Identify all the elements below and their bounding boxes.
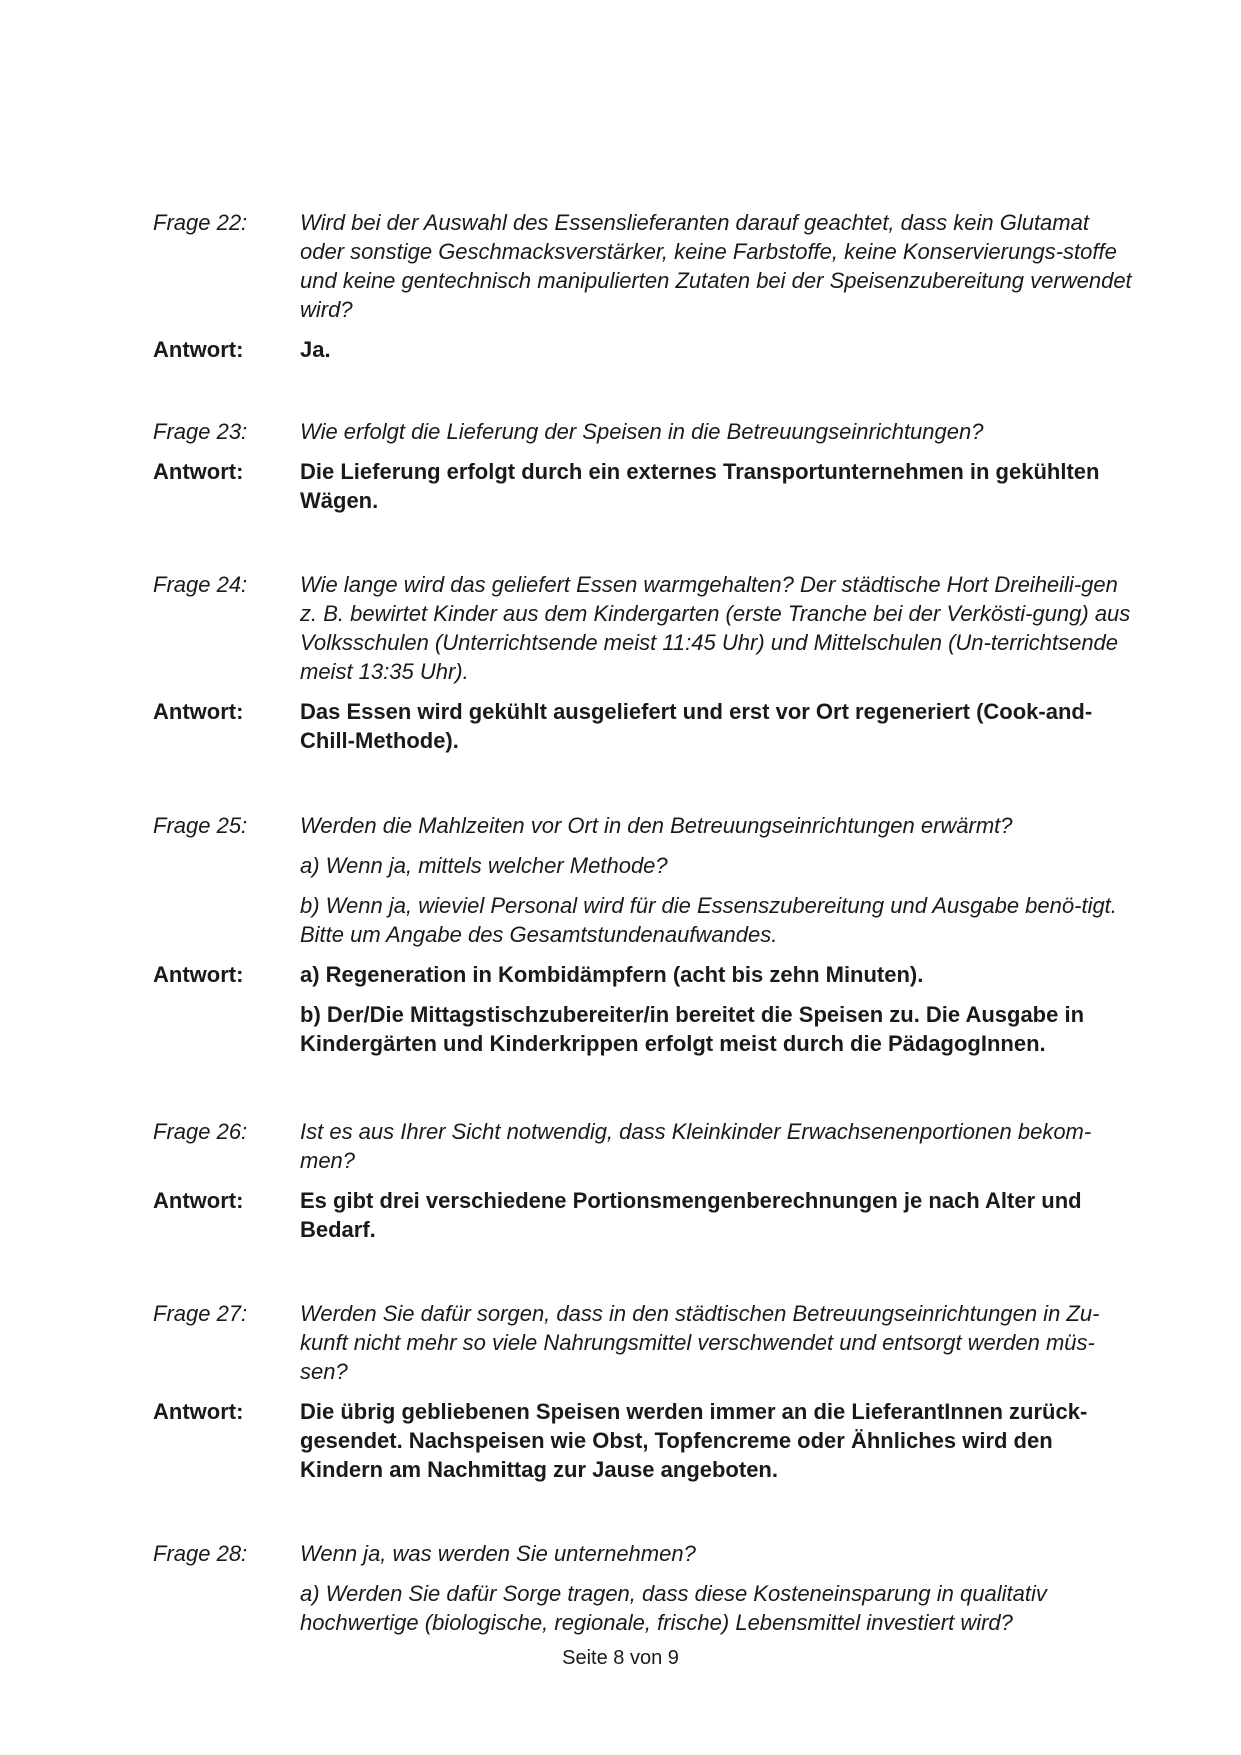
question-row	[153, 208, 1138, 324]
answer-row	[153, 335, 1138, 364]
question-text	[300, 811, 1138, 949]
page-number: Seite 8 von 9	[562, 1647, 679, 1669]
answer-text	[300, 1186, 1138, 1244]
question-paragraph: Wie lange wird das geliefert Essen warmgehalten? Der städtische Hort Dreiheili-gen z. B. bewirtet Kinder aus dem Kindergarten (erste Tranche bei der Verkösti-gung) aus Volksschulen (Unterrichtsende meist 11:45 Uhr) und Mittelschulen (Un-terrichtsende meist 13:35 Uhr).	[300, 572, 1131, 684]
answer-paragraph: Es gibt drei verschiedene Portionsmengenberechnungen je nach Alter und Bedarf.	[300, 1188, 1082, 1242]
qa-block-27	[153, 1299, 1138, 1495]
question-label: Frage 24:	[153, 572, 248, 597]
answer-label: Antwort:	[153, 962, 244, 987]
answer-label: Antwort:	[153, 459, 244, 484]
answer-label: Antwort:	[153, 337, 244, 362]
question-row	[153, 417, 1138, 446]
answer-paragraph: Die übrig gebliebenen Speisen werden immer an die LieferantInnen zurück-gesendet. Nachspeisen wie Obst, Topfencreme oder Ähnliches wird den Kindern am Nachmittag zur Jause angeboten.	[300, 1399, 1088, 1482]
answer-paragraph: Das Essen wird gekühlt ausgeliefert und erst vor Ort regeneriert (Cook-and-Chill-Methode).	[300, 699, 1093, 753]
question-label: Frage 26:	[153, 1119, 248, 1144]
question-paragraph: Werden die Mahlzeiten vor Ort in den Betreuungseinrichtungen erwärmt?	[300, 813, 1013, 838]
answer-text	[300, 960, 1138, 1058]
answer-text	[300, 457, 1138, 515]
answer-paragraph: a) Regeneration in Kombidämpfern (acht bis zehn Minuten).	[300, 962, 924, 987]
question-label: Frage 27:	[153, 1301, 248, 1326]
answer-row	[153, 457, 1138, 515]
question-text	[300, 1539, 1138, 1637]
answer-text	[300, 697, 1138, 755]
qa-block-26	[153, 1117, 1138, 1255]
qa-block-24	[153, 570, 1138, 766]
question-paragraph: b) Wenn ja, wieviel Personal wird für die Essenszubereitung und Ausgabe benö-tigt. Bitte um Angabe des Gesamtstundenaufwandes.	[300, 893, 1117, 947]
answer-label: Antwort:	[153, 699, 244, 724]
question-row	[153, 1539, 1138, 1637]
question-paragraph: Wird bei der Auswahl des Essenslieferanten darauf geachtet, dass kein Glutamat oder sonstige Geschmacksverstärker, keine Farbstoffe, keine Konservierungs-stoffe und keine gentechnisch manipulierten Zutaten bei der Speisenzubereitung verwendet wird?	[300, 210, 1132, 322]
question-label: Frage 25:	[153, 813, 248, 838]
qa-block-28	[153, 1539, 1138, 1648]
answer-text	[300, 1397, 1138, 1484]
question-label: Frage 28:	[153, 1541, 248, 1566]
question-row	[153, 1117, 1138, 1175]
question-paragraph: Werden Sie dafür sorgen, dass in den städtischen Betreuungseinrichtungen in Zu-kunft nicht mehr so viele Nahrungsmittel verschwendet und entsorgt werden müs-sen?	[300, 1301, 1100, 1384]
qa-block-25	[153, 811, 1138, 1069]
answer-label: Antwort:	[153, 1188, 244, 1213]
answer-label: Antwort:	[153, 1399, 244, 1424]
answer-row	[153, 960, 1138, 1058]
question-paragraph: Wie erfolgt die Lieferung der Speisen in die Betreuungseinrichtungen?	[300, 419, 984, 444]
question-text	[300, 1299, 1138, 1386]
question-row	[153, 570, 1138, 686]
question-label: Frage 22:	[153, 210, 248, 235]
question-paragraph: a) Werden Sie dafür Sorge tragen, dass diese Kosteneinsparung in qualitativ hochwertige (biologische, regionale, frische) Lebensmittel investiert wird?	[300, 1581, 1047, 1635]
question-text	[300, 417, 1138, 446]
question-text	[300, 208, 1138, 324]
question-row	[153, 1299, 1138, 1386]
question-text	[300, 570, 1138, 686]
question-paragraph: a) Wenn ja, mittels welcher Methode?	[300, 853, 668, 878]
question-label: Frage 23:	[153, 419, 248, 444]
answer-paragraph: Ja.	[300, 337, 331, 362]
answer-paragraph: b) Der/Die Mittagstischzubereiter/in bereitet die Speisen zu. Die Ausgabe in Kindergärten und Kinderkrippen erfolgt meist durch die PädagogInnen.	[300, 1002, 1085, 1056]
answer-row	[153, 1397, 1138, 1484]
question-text	[300, 1117, 1138, 1175]
qa-block-23	[153, 417, 1138, 526]
answer-text	[300, 335, 1138, 364]
answer-row	[153, 1186, 1138, 1244]
answer-row	[153, 697, 1138, 755]
question-paragraph: Ist es aus Ihrer Sicht notwendig, dass Kleinkinder Erwachsenenportionen bekom-men?	[300, 1119, 1092, 1173]
qa-block-22	[153, 208, 1138, 375]
question-row	[153, 811, 1138, 949]
question-paragraph: Wenn ja, was werden Sie unternehmen?	[300, 1541, 696, 1566]
answer-paragraph: Die Lieferung erfolgt durch ein externes Transportunternehmen in gekühlten Wägen.	[300, 459, 1100, 513]
